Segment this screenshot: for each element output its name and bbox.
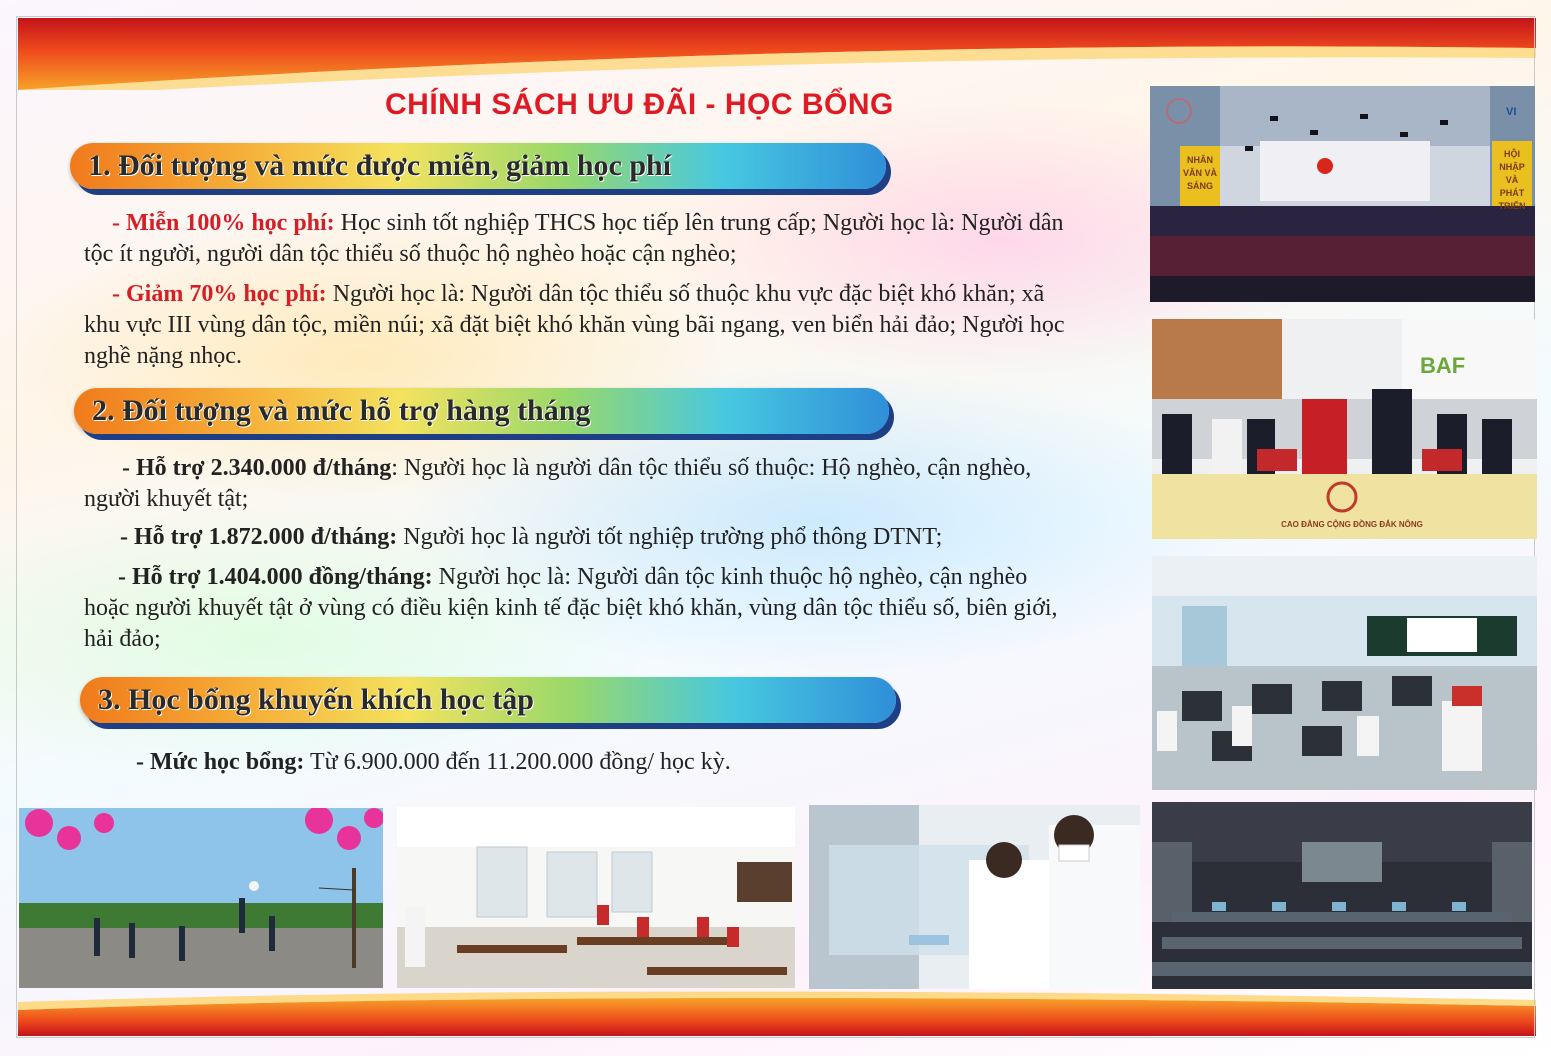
section-3-heading-bar xyxy=(80,677,896,723)
section-1-heading-bar xyxy=(70,143,886,189)
section-1-item-1-label: - Miễn 100% học phí: xyxy=(112,210,335,236)
section-3-heading: 3. Học bổng khuyến khích học tập xyxy=(98,683,534,716)
laboratory-photo xyxy=(809,805,1140,989)
graduation-ceremony-photo xyxy=(1150,86,1535,302)
bottom-decorative-band xyxy=(18,988,1536,1036)
page-title: CHÍNH SÁCH ƯU ĐÃI - HỌC BỔNG xyxy=(385,88,894,121)
section-1-item-2-label: - Giảm 70% học phí: xyxy=(112,281,327,307)
graduation-watermark-logo xyxy=(1166,98,1192,124)
graduation-banner-right: HỘI NHẬP VÀ PHÁT TRIỂN xyxy=(1498,149,1526,211)
section-1-item-2-text: Người học là: Người dân tộc thiểu số thuộc khu vực đặc biệt khó khăn; xã khu vực III vùng dân tộc, miền núi; xã đặt biệt khó khăn vùng bãi ngang, ven biển hải đảo; Người học nghề nặng nhọc. xyxy=(84,281,1065,369)
section-2-heading: 2. Đối tượng và mức hỗ trợ hàng tháng xyxy=(92,394,591,427)
section-1-item-2 xyxy=(84,279,1074,372)
section-1-item-1-text: Học sinh tốt nghiệp THCS học tiếp lên trung cấp; Người học là: Người dân tộc ít người, người dân tộc thiểu số thuộc hộ nghèo hoặc cận nghèo; xyxy=(84,210,1064,267)
signing-table-text: CAO ĐẲNG CỘNG ĐỒNG ĐẮK NÔNG xyxy=(1281,520,1423,529)
section-3-item-1 xyxy=(136,747,1036,778)
section-2-item-1-text: : Người học là người dân tộc thiểu số thuộc: Hộ nghèo, cận nghèo, người khuyết tật; xyxy=(84,455,1032,512)
section-2-item-3-text: Người học là: Người dân tộc kinh thuộc hộ nghèo, cận nghèo hoặc người khuyết tật ở vùng có điều kiện kinh tế đặc biệt khó khăn, vùng dân tộc thiểu số, biên giới, hải đảo; xyxy=(84,564,1058,652)
section-1-heading: 1. Đối tượng và mức được miễn, giảm học phí xyxy=(88,149,672,182)
section-2-item-2-text: Người học là người tốt nghiệp trường phổ thông DTNT; xyxy=(397,524,943,550)
signing-ceremony-photo xyxy=(1152,319,1537,539)
top-decorative-band xyxy=(18,18,1536,90)
section-2-item-2 xyxy=(84,522,1084,553)
computer-lab-photo xyxy=(1152,556,1537,790)
section-1-item-1 xyxy=(84,208,1074,270)
large-computer-room-photo xyxy=(1152,802,1532,989)
section-2-heading-bar xyxy=(74,388,889,434)
section-2-item-2-label: - Hỗ trợ 1.872.000 đ/tháng: xyxy=(120,524,398,550)
section-3-item-1-text: Từ 6.900.000 đến 11.200.000 đồng/ học kỳ. xyxy=(304,749,731,775)
volleyball-photo xyxy=(19,808,383,988)
section-3-item-1-label: - Mức học bổng: xyxy=(136,749,305,775)
baf-logo: BAF xyxy=(1420,353,1466,378)
section-2-item-3 xyxy=(84,562,1074,655)
section-2-item-1-label: - Hỗ trợ 2.340.000 đ/tháng xyxy=(122,455,392,481)
section-2-item-3-label: - Hỗ trợ 1.404.000 đồng/tháng: xyxy=(118,564,433,590)
graduation-banner-left: NHÂN VĂN VÀ SÁNG xyxy=(1182,155,1217,191)
classroom-photo xyxy=(397,807,795,988)
section-2-item-1 xyxy=(84,453,1074,515)
graduation-top-right-text: VI xyxy=(1506,106,1517,118)
